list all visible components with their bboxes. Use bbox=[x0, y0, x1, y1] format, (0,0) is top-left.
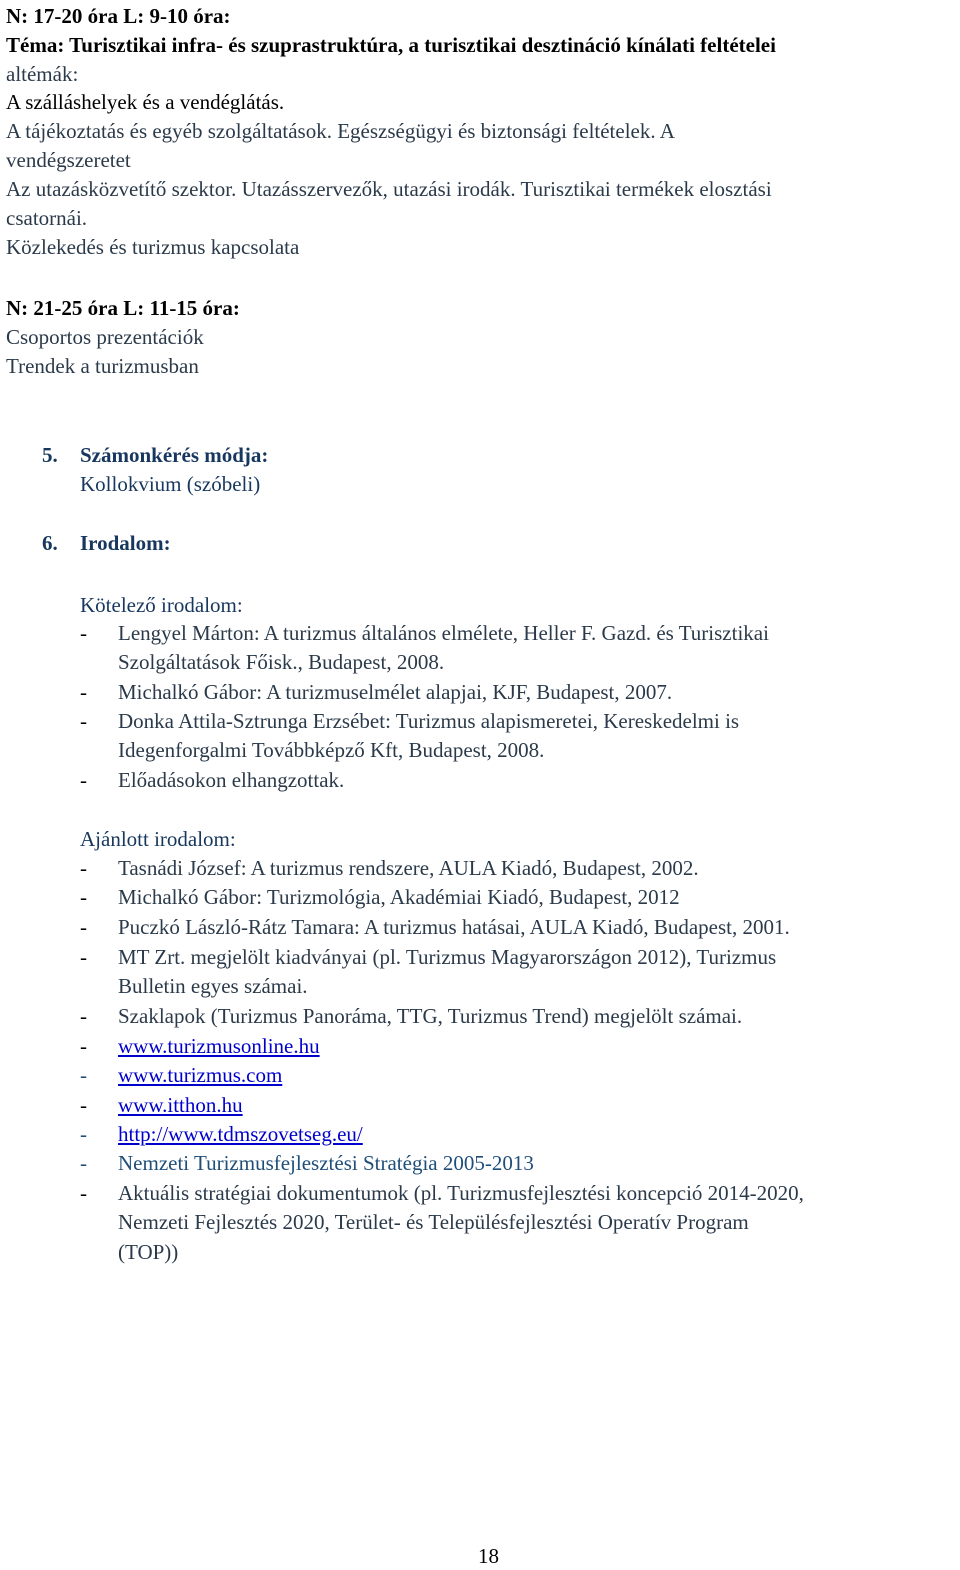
list-dash: - bbox=[80, 856, 87, 880]
hours-heading-1: N: 17-20 óra L: 9-10 óra: bbox=[6, 4, 231, 28]
list-dash: - bbox=[80, 1122, 87, 1146]
list-item: Aktuális stratégiai dokumentumok (pl. Turizmusfejlesztési koncepció 2014-2020, bbox=[118, 1181, 804, 1205]
subtopic-2-line1: A tájékoztatás és egyéb szolgáltatások. Egészségügyi és biztonsági feltételek. A bbox=[6, 119, 675, 143]
subtopic-6: Trendek a turizmusban bbox=[6, 354, 199, 378]
recommended-literature-heading: Ajánlott irodalom: bbox=[80, 827, 236, 851]
list-item-continuation: Szolgáltatások Főisk., Budapest, 2008. bbox=[118, 650, 445, 674]
subtopic-3-line2: csatornái. bbox=[6, 206, 88, 230]
list-dash: - bbox=[80, 1063, 87, 1087]
section-6-number: 6. bbox=[42, 531, 58, 555]
list-item: Tasnádi József: A turizmus rendszere, AULA Kiadó, Budapest, 2002. bbox=[118, 856, 699, 880]
list-dash: - bbox=[80, 885, 87, 909]
list-item: Michalkó Gábor: Turizmológia, Akadémiai Kiadó, Budapest, 2012 bbox=[118, 885, 680, 909]
subtopic-1: A szálláshelyek és a vendéglátás. bbox=[6, 90, 285, 114]
list-item: Szaklapok (Turizmus Panoráma, TTG, Turizmus Trend) megjelölt számai. bbox=[118, 1004, 743, 1028]
list-dash: - bbox=[80, 680, 87, 704]
list-item: Donka Attila-Sztrunga Erzsébet: Turizmus alapismeretei, Kereskedelmi is bbox=[118, 709, 740, 733]
list-dash: - bbox=[80, 1151, 87, 1175]
list-dash: - bbox=[80, 915, 87, 939]
link-turizmusonline[interactable]: www.turizmusonline.hu bbox=[118, 1034, 320, 1058]
list-item-continuation: (TOP)) bbox=[118, 1240, 179, 1264]
section-5-title: Számonkérés módja: bbox=[80, 443, 269, 467]
list-item-continuation: Bulletin egyes számai. bbox=[118, 974, 308, 998]
subtopic-2-line2: vendégszeretet bbox=[6, 148, 131, 172]
page-number: 18 bbox=[478, 1544, 499, 1568]
list-item: Michalkó Gábor: A turizmuselmélet alapjai, KJF, Budapest, 2007. bbox=[118, 680, 673, 704]
list-item: Lengyel Márton: A turizmus általános elmélete, Heller F. Gazd. és Turisztikai bbox=[118, 621, 769, 645]
list-item: Nemzeti Turizmusfejlesztési Stratégia 2005-2013 bbox=[118, 1151, 534, 1175]
list-dash: - bbox=[80, 709, 87, 733]
list-dash: - bbox=[80, 1093, 87, 1117]
topic-heading: Téma: Turisztikai infra- és szuprastruktúra, a turisztikai desztináció kínálati feltételei bbox=[6, 33, 776, 57]
list-item-continuation: Nemzeti Fejlesztés 2020, Terület- és Településfejlesztési Operatív Program bbox=[118, 1210, 749, 1234]
section-6-title: Irodalom: bbox=[80, 531, 171, 555]
list-item-continuation: Idegenforgalmi Továbbképző Kft, Budapest, 2008. bbox=[118, 738, 545, 762]
link-turizmus-com[interactable]: www.turizmus.com bbox=[118, 1063, 283, 1087]
list-item: Puczkó László-Rátz Tamara: A turizmus hatásai, AULA Kiadó, Budapest, 2001. bbox=[118, 915, 790, 939]
subtopic-3-line1: Az utazásközvetítő szektor. Utazásszervezők, utazási irodák. Turisztikai termékek elosztási bbox=[6, 177, 772, 201]
list-dash: - bbox=[80, 1181, 87, 1205]
list-item: MT Zrt. megjelölt kiadványai (pl. Turizmus Magyarországon 2012), Turizmus bbox=[118, 945, 777, 969]
subtopic-5: Csoportos prezentációk bbox=[6, 325, 204, 349]
required-literature-heading: Kötelező irodalom: bbox=[80, 593, 243, 617]
list-item: Előadásokon elhangzottak. bbox=[118, 768, 345, 792]
section-5-number: 5. bbox=[42, 443, 58, 467]
subtopic-4: Közlekedés és turizmus kapcsolata bbox=[6, 235, 300, 259]
link-itthon[interactable]: www.itthon.hu bbox=[118, 1093, 243, 1117]
list-dash: - bbox=[80, 1004, 87, 1028]
list-dash: - bbox=[80, 768, 87, 792]
link-tdmszovetseg[interactable]: http://www.tdmszovetseg.eu/ bbox=[118, 1122, 363, 1146]
list-dash: - bbox=[80, 945, 87, 969]
subtopics-label: altémák: bbox=[6, 62, 79, 86]
list-dash: - bbox=[80, 621, 87, 645]
hours-heading-2: N: 21-25 óra L: 11-15 óra: bbox=[6, 296, 240, 320]
section-5-value: Kollokvium (szóbeli) bbox=[80, 472, 261, 496]
list-dash: - bbox=[80, 1034, 87, 1058]
